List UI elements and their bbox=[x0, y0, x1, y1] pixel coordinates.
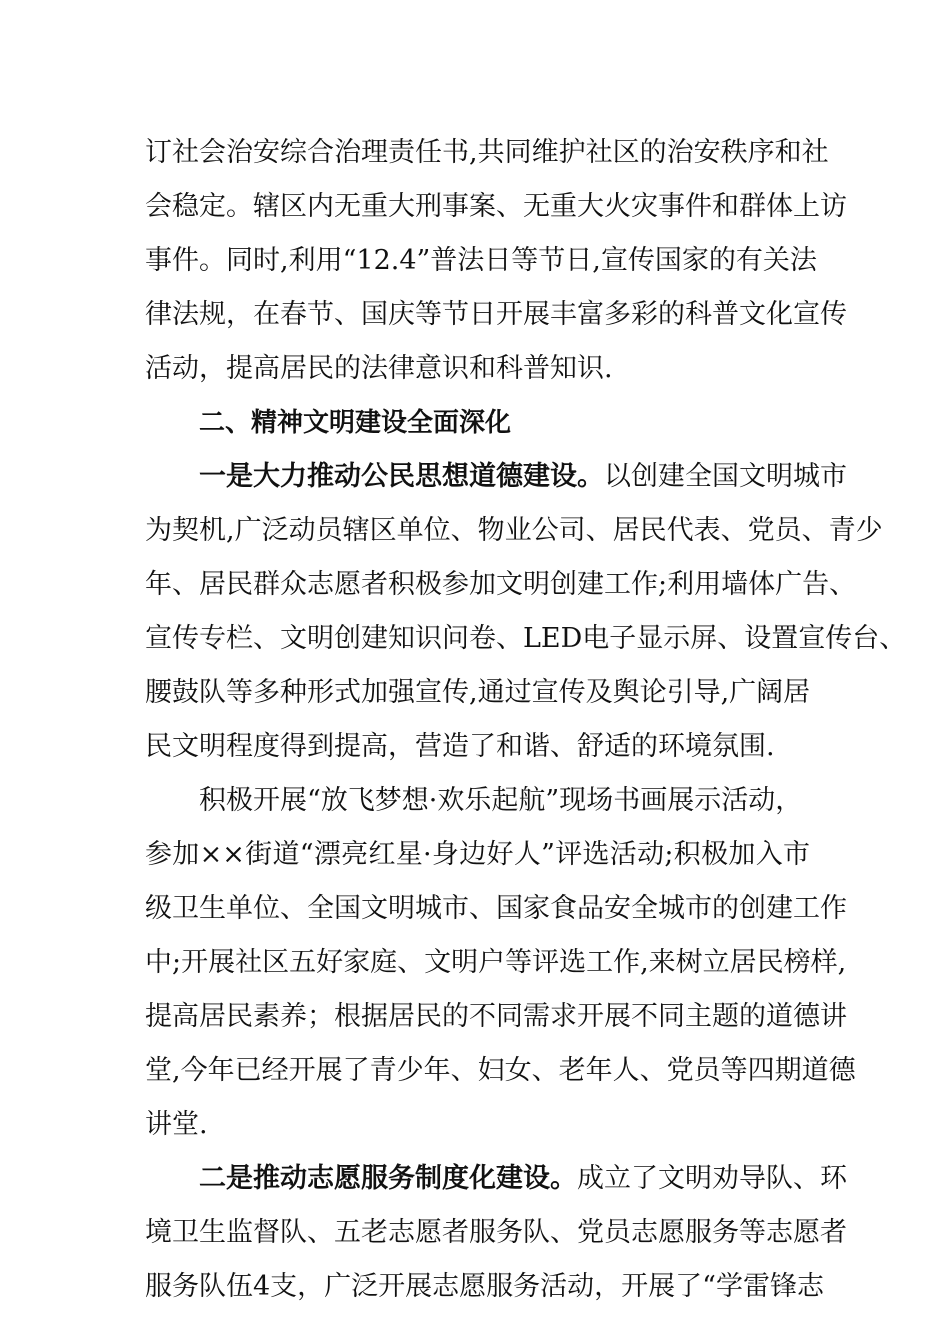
text-line: 民文明程度得到提高，营造了和谐、舒适的环境氛围. bbox=[145, 731, 775, 762]
paragraph-first-line bbox=[145, 450, 847, 504]
body-text bbox=[145, 126, 907, 1314]
paragraph-first-line bbox=[145, 1152, 847, 1206]
paragraph-lead: 二是推动志愿服务制度化建设。 bbox=[199, 1163, 577, 1194]
text-line: 宣传专栏、文明创建知识问卷、LED电子显示屏、设置宣传台、 bbox=[145, 623, 907, 654]
text-line: 为契机,广泛动员辖区单位、物业公司、居民代表、党员、青少 bbox=[145, 515, 883, 546]
text-line: 服务队伍4支，广泛开展志愿服务活动，开展了“学雷锋志 bbox=[145, 1271, 824, 1302]
paragraph-first-line: 积极开展“放飞梦想·欢乐起航”现场书画展示活动， bbox=[199, 785, 803, 816]
paragraph-text: 以创建全国文明城市 bbox=[604, 461, 847, 492]
text-line: 参加××街道“漂亮红星·身边好人”评选活动;积极加入市 bbox=[145, 839, 810, 870]
text-line: 律法规，在春节、国庆等节日开展丰富多彩的科普文化宣传 bbox=[145, 299, 847, 330]
paragraph-text: 成立了文明劝导队、环 bbox=[577, 1163, 847, 1194]
text-line: 年、居民群众志愿者积极参加文明创建工作;利用墙体广告、 bbox=[145, 569, 857, 600]
text-line: 订社会治安综合治理责任书,共同维护社区的治安秩序和社 bbox=[145, 137, 829, 168]
paragraph-lead: 一是大力推动公民思想道德建设。 bbox=[199, 461, 604, 492]
section-heading: 二、精神文明建设全面深化 bbox=[199, 408, 512, 438]
text-line: 事件。同时,利用“12.4”普法日等节日,宣传国家的有关法 bbox=[145, 245, 817, 276]
text-line: 讲堂. bbox=[145, 1109, 208, 1140]
text-line: 级卫生单位、全国文明城市、国家食品安全城市的创建工作 bbox=[145, 893, 847, 924]
text-line: 中;开展社区五好家庭、文明户等评选工作,来树立居民榜样, bbox=[145, 947, 847, 978]
text-line: 境卫生监督队、五老志愿者服务队、党员志愿服务等志愿者 bbox=[145, 1217, 847, 1248]
text-line: 活动，提高居民的法律意识和科普知识. bbox=[145, 353, 613, 384]
text-line: 腰鼓队等多种形式加强宣传,通过宣传及舆论引导,广阔居 bbox=[145, 677, 811, 708]
text-line: 会稳定。辖区内无重大刑事案、无重大火灾事件和群体上访 bbox=[145, 191, 847, 222]
text-line: 堂,今年已经开展了青少年、妇女、老年人、党员等四期道德 bbox=[145, 1055, 856, 1086]
text-line: 提高居民素养；根据居民的不同需求开展不同主题的道德讲 bbox=[145, 1001, 847, 1032]
